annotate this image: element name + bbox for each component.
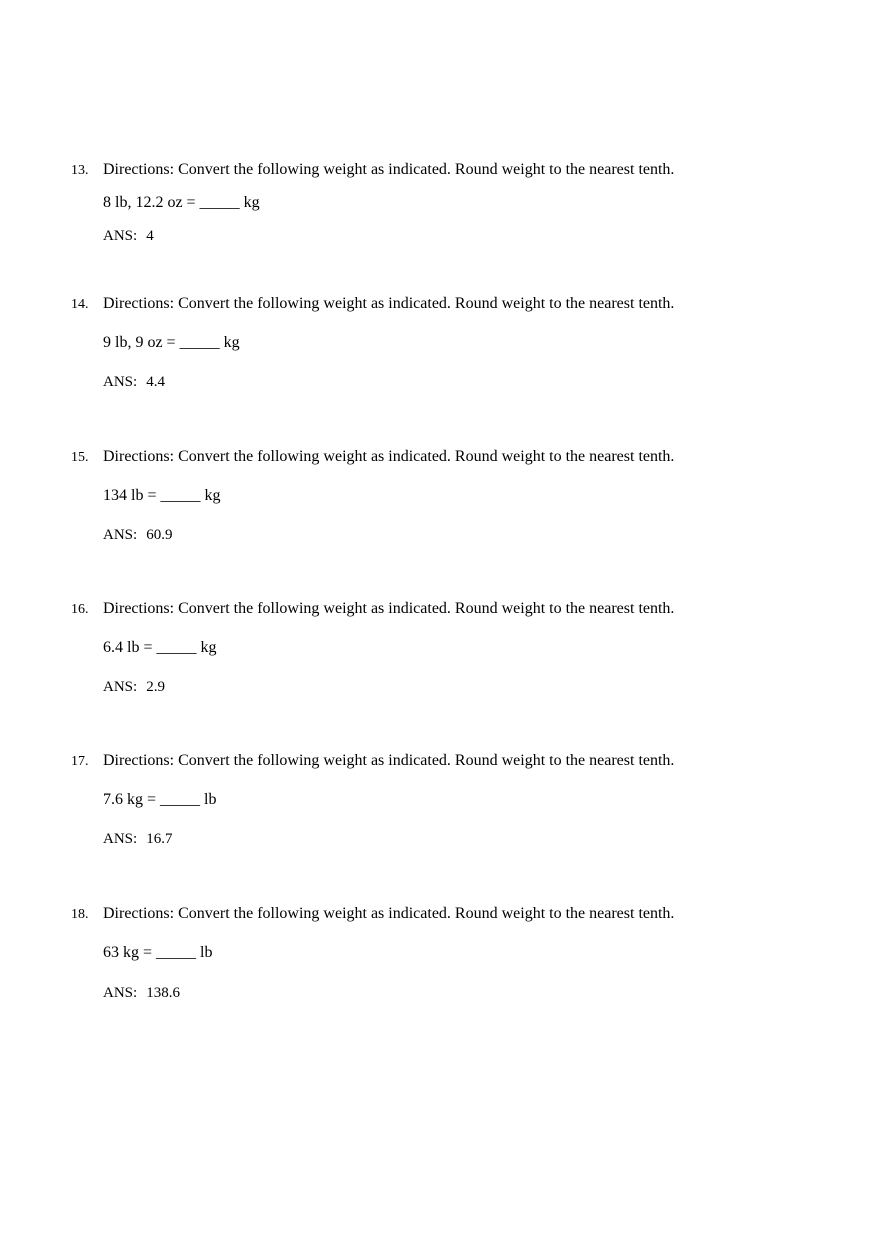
- answer-line: [103, 372, 165, 392]
- question-directions: Directions: Convert the following weight as indicated. Round weight to the nearest tenth.: [103, 905, 675, 922]
- question-problem: 7.6 kg = _____ lb: [103, 791, 217, 808]
- answer-value: 2.9: [146, 679, 165, 695]
- answer-label: ANS:: [103, 831, 138, 847]
- question-number: 17.: [71, 754, 89, 769]
- question-problem: 6.4 lb = _____ kg: [103, 639, 217, 656]
- question-directions: Directions: Convert the following weight as indicated. Round weight to the nearest tenth.: [103, 161, 675, 178]
- question-number: 16.: [71, 602, 89, 617]
- answer-value: 4: [146, 228, 154, 244]
- answer-line: [103, 226, 154, 246]
- question-directions: Directions: Convert the following weight as indicated. Round weight to the nearest tenth.: [103, 752, 675, 769]
- question-directions: Directions: Convert the following weight as indicated. Round weight to the nearest tenth.: [103, 448, 675, 465]
- answer-value: 138.6: [146, 985, 180, 1001]
- answer-value: 16.7: [146, 831, 173, 847]
- question-number: 15.: [71, 450, 89, 465]
- answer-line: [103, 829, 172, 849]
- question-directions: Directions: Convert the following weight as indicated. Round weight to the nearest tenth.: [103, 600, 675, 617]
- answer-value: 60.9: [146, 527, 173, 543]
- question-number: 14.: [71, 297, 89, 312]
- answer-label: ANS:: [103, 228, 138, 244]
- answer-line: [103, 525, 172, 545]
- question-number: 13.: [71, 163, 89, 178]
- answer-value: 4.4: [146, 374, 165, 390]
- answer-label: ANS:: [103, 374, 138, 390]
- answer-line: [103, 983, 180, 1003]
- question-directions: Directions: Convert the following weight as indicated. Round weight to the nearest tenth.: [103, 295, 675, 312]
- question-number: 18.: [71, 907, 89, 922]
- question-problem: 9 lb, 9 oz = _____ kg: [103, 334, 240, 351]
- answer-line: [103, 677, 165, 697]
- answer-label: ANS:: [103, 679, 138, 695]
- answer-label: ANS:: [103, 527, 138, 543]
- answer-label: ANS:: [103, 985, 138, 1001]
- question-problem: 63 kg = _____ lb: [103, 944, 213, 961]
- question-problem: 134 lb = _____ kg: [103, 487, 221, 504]
- question-problem: 8 lb, 12.2 oz = _____ kg: [103, 194, 260, 211]
